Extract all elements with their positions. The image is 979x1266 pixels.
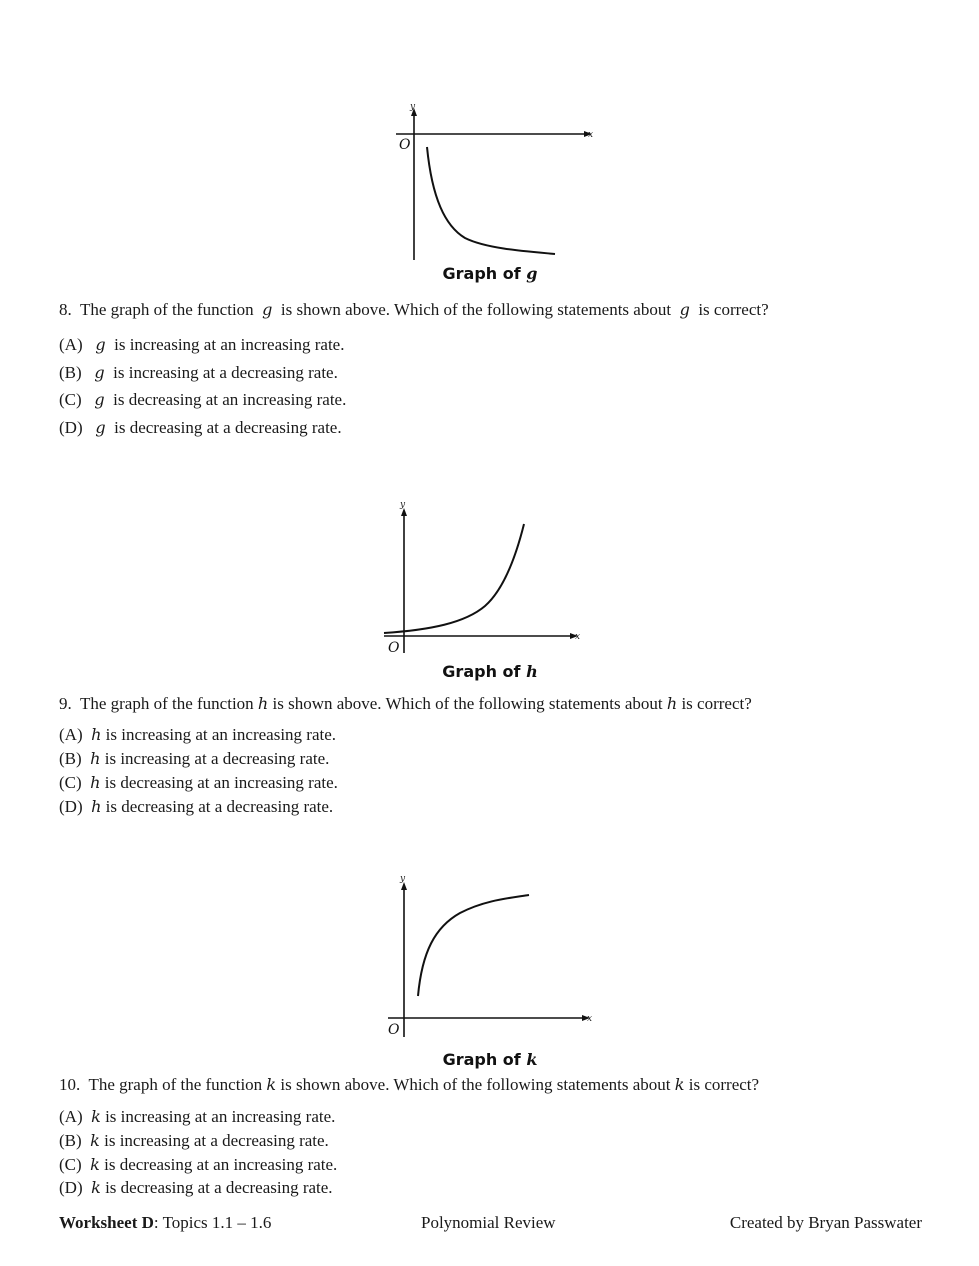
footer-center: Polynomial Review <box>421 1213 556 1232</box>
choice-letter: (D) <box>59 1178 83 1197</box>
footer-worksheet <box>59 1213 271 1233</box>
stem-fn: k <box>266 1075 277 1094</box>
choice-fn: h <box>91 797 102 816</box>
stem-before: The graph of the function <box>79 300 254 319</box>
choice-fn: h <box>91 725 102 744</box>
graph-caption-k <box>443 1050 538 1069</box>
caption-prefix: Graph of <box>442 1050 527 1069</box>
choice-text: is increasing at an increasing rate. <box>114 335 345 354</box>
choice-letter: (C) <box>59 1155 82 1174</box>
choice-fn: k <box>91 1178 101 1197</box>
caption-fn: g <box>526 264 538 283</box>
stem-middle: is shown above. Which of the following statements about <box>280 1075 671 1094</box>
graph-h <box>380 498 590 658</box>
x-axis-label: x <box>575 632 581 642</box>
choice-text: is increasing at a decreasing rate. <box>104 749 330 768</box>
curve-g <box>427 147 555 254</box>
question-8-stem <box>59 300 769 320</box>
stem-before: The graph of the function <box>88 1075 263 1094</box>
choice-text: is increasing at an increasing rate. <box>105 1107 336 1126</box>
x-axis-label: x <box>587 1014 593 1024</box>
stem-fn-2: g <box>679 300 690 319</box>
stem-middle: is shown above. Which of the following statements about <box>272 694 663 713</box>
stem-fn: h <box>257 694 269 713</box>
stem-fn-2: k <box>674 1075 685 1094</box>
choice-text: is increasing at a decreasing rate. <box>113 363 338 382</box>
choice-letter: (A) <box>59 335 83 354</box>
question-10-stem <box>59 1075 759 1095</box>
choice-fn: g <box>95 418 106 437</box>
choice-9a[interactable] <box>59 725 336 745</box>
choice-fn: k <box>90 1155 100 1174</box>
question-9-stem <box>59 694 752 714</box>
graph-caption-h <box>442 662 537 681</box>
choice-letter: (B) <box>59 363 82 382</box>
choice-fn: h <box>90 773 101 792</box>
graph-g <box>390 98 600 268</box>
choice-letter: (B) <box>59 1131 82 1150</box>
choice-fn: k <box>91 1107 101 1126</box>
caption-prefix: Graph of <box>442 264 527 283</box>
graph-caption-g <box>443 264 538 283</box>
footer-author: Created by Bryan Passwater <box>729 1213 922 1232</box>
choice-text: is increasing at an increasing rate. <box>105 725 337 744</box>
choice-8b[interactable] <box>59 363 338 383</box>
x-axis-label: x <box>588 130 594 140</box>
choice-10d[interactable] <box>59 1178 333 1198</box>
choice-fn: h <box>90 749 101 768</box>
choice-fn: k <box>90 1131 100 1150</box>
choice-letter: (C) <box>59 390 82 409</box>
choice-9c[interactable] <box>59 773 338 793</box>
stem-after: is correct? <box>688 1075 760 1094</box>
caption-fn: k <box>526 1050 538 1069</box>
choice-10c[interactable] <box>59 1155 337 1175</box>
stem-after: is correct? <box>681 694 752 713</box>
choice-fn: g <box>94 390 105 409</box>
choice-letter: (D) <box>59 797 83 816</box>
curve-h <box>384 524 524 633</box>
choice-text: is decreasing at an increasing rate. <box>113 390 347 409</box>
choice-8a[interactable] <box>59 335 344 355</box>
question-number: 10. <box>59 1075 81 1094</box>
curve-k <box>418 895 529 996</box>
choice-text: is decreasing at a decreasing rate. <box>105 797 334 816</box>
origin-label: O <box>388 1022 400 1038</box>
caption-prefix: Graph of <box>442 662 527 681</box>
graph-k <box>380 872 600 1042</box>
stem-middle: is shown above. Which of the following statements about <box>280 300 672 319</box>
y-axis-label: y <box>410 102 416 112</box>
choice-8c[interactable] <box>59 390 346 410</box>
choice-text: is increasing at a decreasing rate. <box>104 1131 329 1150</box>
choice-9d[interactable] <box>59 797 333 817</box>
choice-text: is decreasing at an increasing rate. <box>104 773 338 792</box>
choice-letter: (B) <box>59 749 82 768</box>
caption-fn: h <box>526 662 538 681</box>
choice-10a[interactable] <box>59 1107 335 1127</box>
choice-letter: (C) <box>59 773 82 792</box>
choice-fn: g <box>94 363 105 382</box>
stem-fn-2: h <box>666 694 678 713</box>
choice-9b[interactable] <box>59 749 329 769</box>
y-axis-label: y <box>400 500 406 510</box>
choice-text: is decreasing at an increasing rate. <box>104 1155 338 1174</box>
question-number: 8. <box>59 300 72 319</box>
stem-fn: g <box>262 300 273 319</box>
choice-letter: (A) <box>59 725 83 744</box>
choice-letter: (D) <box>59 418 83 437</box>
choice-10b[interactable] <box>59 1131 329 1151</box>
footer-worksheet-title: Worksheet D <box>59 1213 154 1232</box>
origin-label: O <box>388 640 400 656</box>
choice-fn: g <box>95 335 106 354</box>
choice-text: is decreasing at a decreasing rate. <box>105 1178 333 1197</box>
stem-before: The graph of the function <box>79 694 254 713</box>
choice-text: is decreasing at a decreasing rate. <box>114 418 342 437</box>
y-axis-label: y <box>400 874 406 884</box>
choice-letter: (A) <box>59 1107 83 1126</box>
question-number: 9. <box>59 694 72 713</box>
origin-label: O <box>399 137 411 153</box>
footer-topics: : Topics 1.1 – 1.6 <box>153 1213 272 1232</box>
stem-after: is correct? <box>698 300 769 319</box>
choice-8d[interactable] <box>59 418 342 438</box>
